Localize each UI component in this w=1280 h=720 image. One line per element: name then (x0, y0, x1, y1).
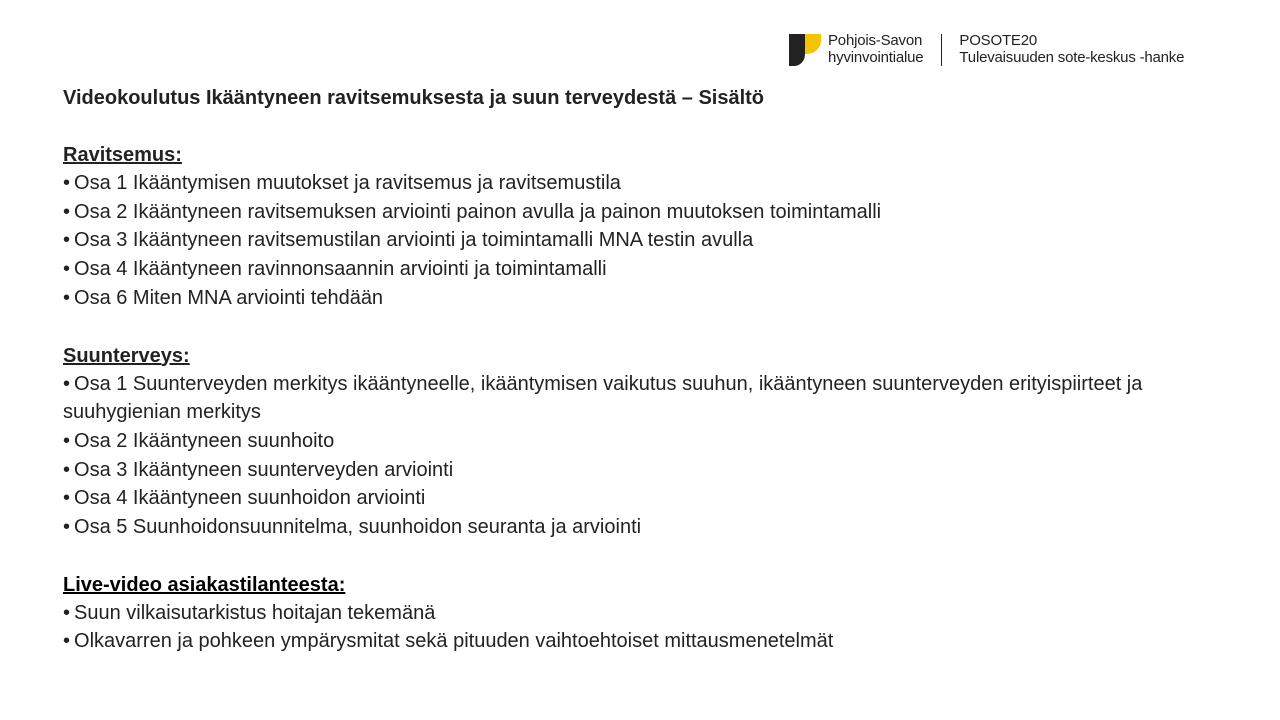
list-item (63, 627, 1243, 656)
project-name-line2: Tulevaisuuden sote-keskus -hanke (959, 49, 1185, 66)
list-item-text: Osa 1 Suunterveyden merkitys ikääntyneelle, ikääntymisen vaikutus suuhun, ikääntyneen suunterveyden erityispiirteet ja suuhygienian merkitys (63, 372, 1143, 424)
bullet: • (63, 258, 71, 281)
list-item (63, 169, 1243, 198)
bullet: • (63, 286, 71, 309)
list-item-text: Osa 4 Ikääntyneen suunhoidon arviointi (74, 487, 426, 510)
bullet: • (63, 458, 71, 481)
org-name-line2: hyvinvointialue (828, 49, 924, 66)
list-item (63, 255, 1243, 284)
pohjois-savon-logo-icon (787, 32, 823, 68)
list-item-text: Osa 5 Suunhoidonsuunnitelma, suunhoidon seuranta ja arviointi (74, 516, 642, 539)
bullet: • (63, 630, 71, 653)
bullet: • (63, 200, 71, 223)
section-ravitsemus (63, 141, 1243, 313)
list-item-text: Suun vilkaisutarkistus hoitajan tekemänä (74, 601, 436, 624)
bullet: • (63, 229, 71, 252)
project-name (959, 32, 1184, 66)
list-item-text: Olkavarren ja pohkeen ympärysmitat sekä pituuden vaihtoehtoiset mittausmenetelmät (74, 630, 834, 653)
bullet: • (63, 429, 71, 452)
list-item-text: Osa 2 Ikääntyneen suunhoito (74, 429, 335, 452)
section-heading: Live-video asiakastilanteesta: (63, 573, 346, 596)
org-name-line1: Pohjois-Savon (828, 32, 923, 49)
page-title: Videokoulutus Ikääntyneen ravitsemuksesta ja suun terveydestä – Sisältö (63, 87, 765, 109)
list-item-text: Osa 1 Ikääntymisen muutokset ja ravitsemus ja ravitsemustila (74, 172, 621, 194)
logo-divider (941, 34, 942, 66)
list-item (63, 370, 1243, 427)
list-item (63, 284, 1243, 313)
list-item (63, 484, 1243, 513)
list-item (63, 513, 1243, 542)
header-logo-area (787, 32, 1184, 68)
section-suunterveys (63, 342, 1243, 542)
list-item-text: Osa 6 Miten MNA arviointi tehdään (74, 286, 384, 309)
slide-content (63, 84, 1243, 656)
bullet: • (63, 172, 71, 194)
list-item (63, 599, 1243, 628)
list-item-text: Osa 3 Ikääntyneen suunterveyden arviointi (74, 458, 454, 481)
list-item (63, 427, 1243, 456)
project-name-line1: POSOTE20 (959, 32, 1038, 49)
list-item-text: Osa 4 Ikääntyneen ravinnonsaannin arviointi ja toimintamalli (74, 258, 607, 281)
list-item (63, 198, 1243, 227)
bullet: • (63, 601, 71, 624)
bullet: • (63, 487, 71, 510)
list-item-text: Osa 2 Ikääntyneen ravitsemuksen arviointi painon avulla ja painon muutoksen toimintamalli (74, 200, 882, 223)
section-heading: Suunterveys: (63, 344, 190, 367)
list-item-text: Osa 3 Ikääntyneen ravitsemustilan arviointi ja toimintamalli MNA testin avulla (74, 229, 754, 252)
section-heading: Ravitsemus: (63, 144, 182, 166)
bullet: • (63, 372, 71, 395)
section-live-video (63, 571, 1243, 656)
list-item (63, 226, 1243, 255)
org-name (828, 32, 923, 66)
bullet: • (63, 516, 71, 539)
list-item (63, 456, 1243, 485)
